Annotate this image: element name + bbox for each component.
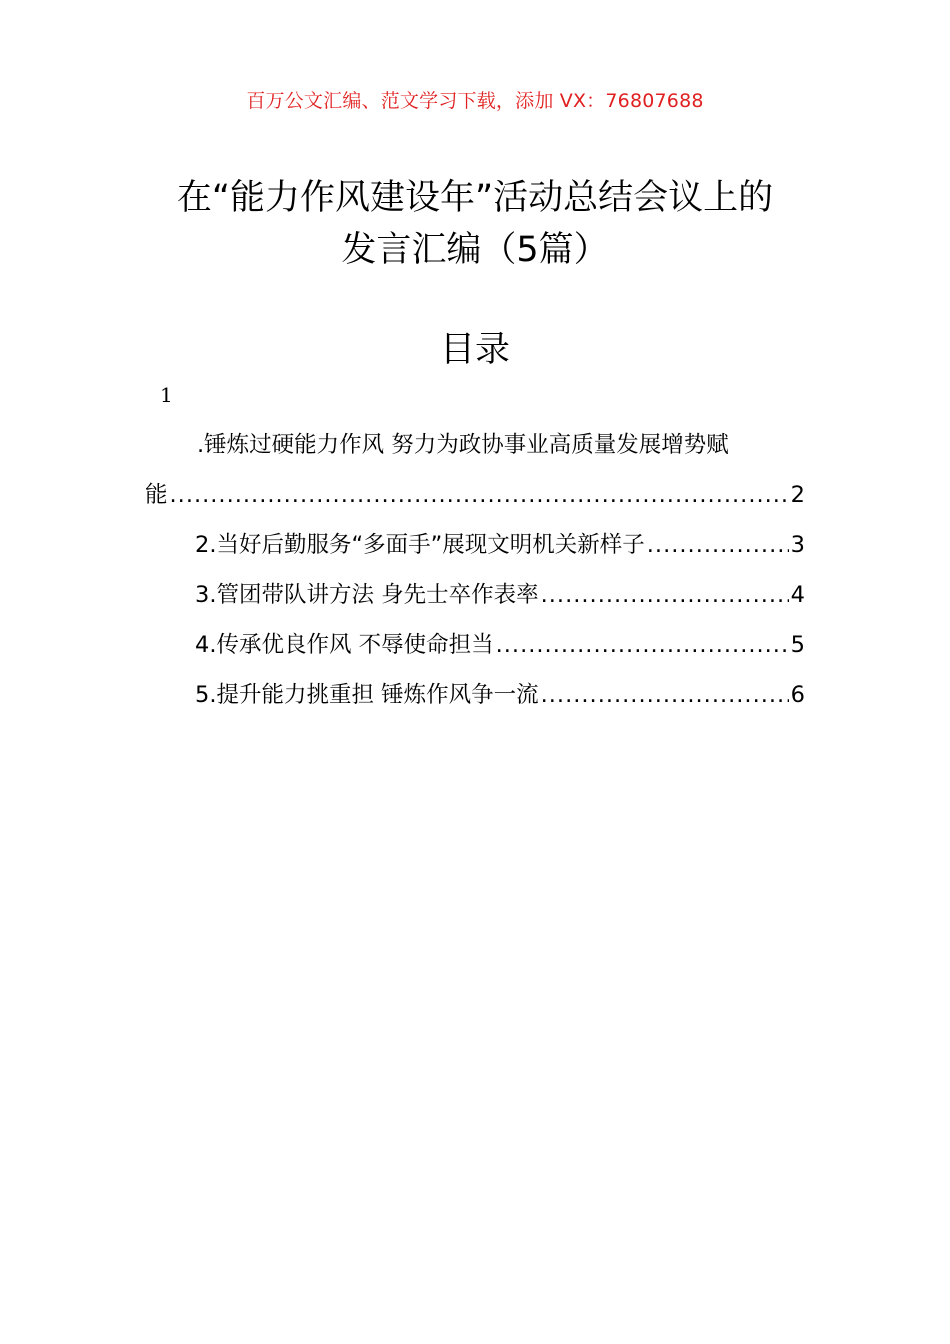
toc-entry-1-label-line2: 能 (145, 482, 168, 508)
toc-leader-dots (541, 670, 789, 720)
title-line-2: 发言汇编（5篇） (341, 230, 609, 270)
toc-entry-3[interactable] (145, 570, 805, 620)
toc-entry-3-page: 4 (790, 582, 805, 608)
toc-entry-2[interactable] (145, 520, 805, 570)
toc-entry-2-page: 3 (790, 532, 805, 558)
toc-entry-4-label: 4.传承优良作风 不辱使命担当 (195, 632, 494, 658)
toc-entry-2-label: 2.当好后勤服务“多面手”展现文明机关新样子 (195, 532, 645, 558)
toc-entry-1-page: 2 (790, 482, 805, 508)
toc-entry-1-number: 1 (160, 383, 173, 407)
title-line-1: 在“能力作风建设年”活动总结会议上的 (176, 178, 774, 218)
watermark-text: 百万公文汇编、范文学习下载，添加 VX：76807688 (246, 90, 704, 112)
toc-entry-4[interactable] (145, 620, 805, 670)
toc-leader-dots (170, 470, 789, 520)
toc-entry-1[interactable] (145, 420, 805, 520)
toc-entry-3-label: 3.管团带队讲方法 身先士卒作表率 (195, 582, 539, 608)
toc-heading: 目录 (439, 330, 510, 370)
toc-leader-dots (496, 620, 789, 670)
toc-entry-5-label: 5.提升能力挑重担 锤炼作风争一流 (195, 682, 539, 708)
toc-entry-5[interactable] (145, 670, 805, 720)
toc-entry-1-label-line1: .锤炼过硬能力作风 努力为政协事业高质量发展增势赋 (197, 432, 729, 458)
toc-leader-dots (647, 520, 789, 570)
toc-entry-5-page: 6 (790, 682, 805, 708)
toc-leader-dots (541, 570, 789, 620)
document-title (140, 172, 810, 276)
toc-entry-4-page: 5 (790, 632, 805, 658)
